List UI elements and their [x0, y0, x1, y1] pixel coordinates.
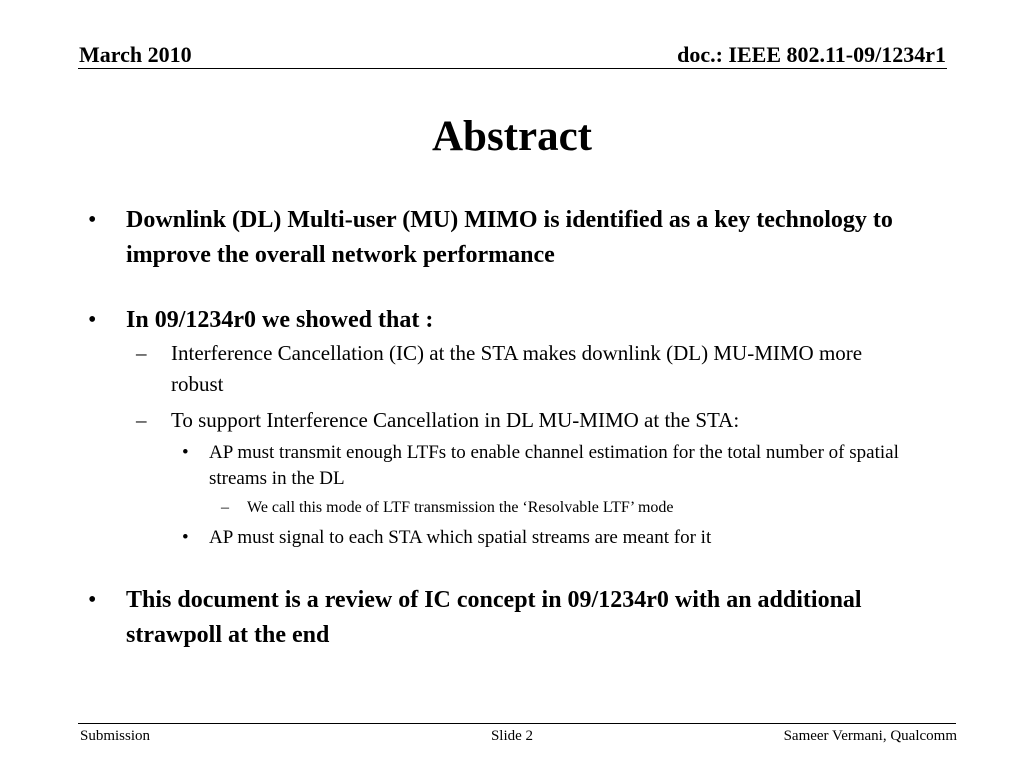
bullet-marker: • — [88, 307, 97, 333]
bullet-marker: • — [88, 587, 97, 613]
sub-bullet-text: To support Interference Cancellation in DL MU-MIMO at the STA: — [171, 408, 740, 432]
bullet-marker: • — [182, 527, 189, 548]
level4-bullet-text: We call this mode of LTF transmission the ‘Resolvable LTF’ mode — [247, 499, 674, 516]
dash-marker: – — [136, 408, 147, 432]
slide-title: Abstract — [431, 113, 592, 160]
sub-sub-bullet-item — [171, 440, 904, 492]
sub-bullet-item — [126, 338, 904, 400]
header-doc-id: doc.: IEEE 802.11-09/1234r1 — [677, 42, 946, 67]
slide-body — [84, 203, 904, 653]
sub-bullet-item — [126, 405, 904, 436]
sub-sub-bullet-item — [171, 525, 904, 551]
dash-marker: – — [221, 499, 229, 516]
footer-slide-number: Slide 2 — [490, 728, 534, 744]
footer-author: Sameer Vermani, Qualcomm — [783, 728, 957, 744]
bullet-text: This document is a review of IC concept in 09/1234r0 with an additional strawpoll at the end — [126, 587, 862, 648]
bullet-item — [84, 203, 904, 273]
footer-divider — [78, 723, 956, 724]
bullet-text: In 09/1234r0 we showed that : — [126, 307, 434, 333]
footer-submission: Submission — [80, 728, 151, 744]
bullet-marker: • — [88, 207, 97, 233]
level4-bullet-item — [209, 496, 904, 520]
bullet-text: Downlink (DL) Multi-user (MU) MIMO is identified as a key technology to improve the overall network performance — [126, 207, 893, 268]
bullet-item — [84, 303, 904, 338]
header-divider — [78, 68, 947, 69]
bullet-item — [84, 583, 904, 653]
sub-sub-bullet-text: AP must signal to each STA which spatial streams are meant for it — [209, 527, 712, 548]
header-date: March 2010 — [79, 42, 192, 67]
bullet-marker: • — [182, 442, 189, 463]
dash-marker: – — [136, 341, 147, 365]
sub-sub-bullet-text: AP must transmit enough LTFs to enable channel estimation for the total number of spatial streams in the DL — [209, 442, 899, 489]
sub-bullet-text: Interference Cancellation (IC) at the STA makes downlink (DL) MU-MIMO more robust — [171, 341, 863, 396]
